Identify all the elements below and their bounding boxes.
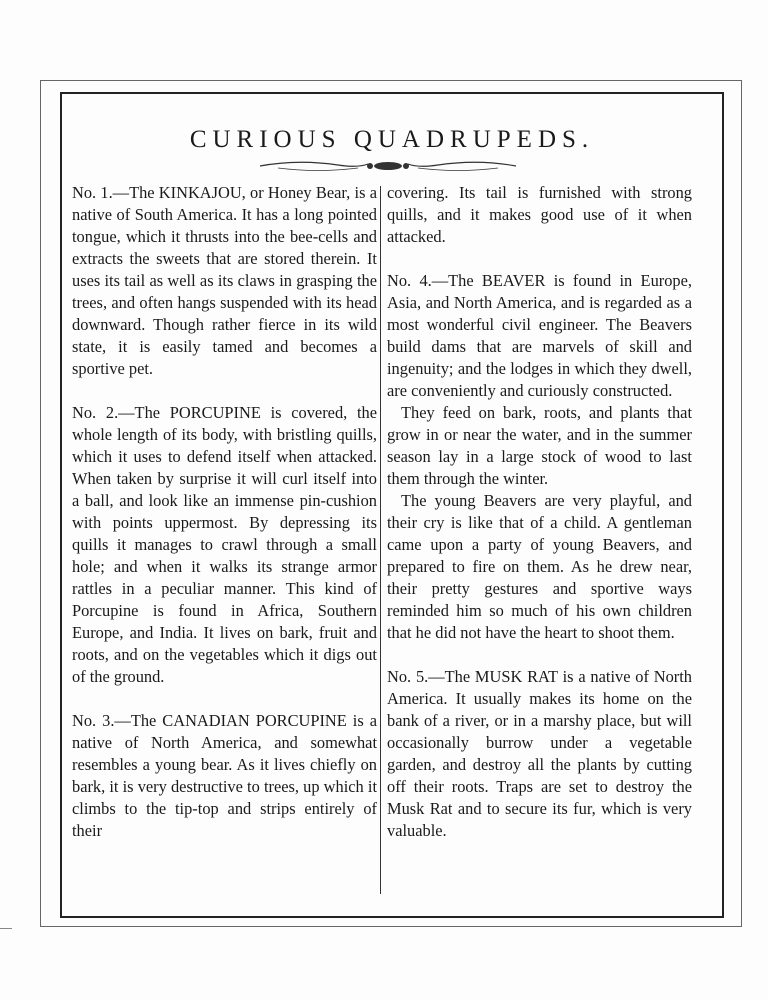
entry-text: is found in Europe, Asia, and North America, and is regarded as a most wonderful civil engineer. The Beavers build dams that are marvels of skill and ingenuity; and the lodges in which they dwell, are conveniently and curiously constructed. bbox=[387, 271, 692, 400]
right-column bbox=[387, 182, 692, 842]
entry-beaver bbox=[387, 270, 692, 402]
entry-text: is a native of North America. It usually makes its home on the bank of a river, or in a marshy place, but will occasionally burrow under a vegetable garden, and destroy all the plants by cutting off their roots. Traps are set to destroy the Musk Rat and to secure its fur, which is very valuable. bbox=[387, 667, 693, 840]
beaver-paragraph-3: The young Beavers are very playful, and their cry is like that of a child. A gentleman came upon a party of young Beavers, and prepared to fire on them. As he drew near, their pretty gestures and sportive ways reminded him so much of his own children that he did not have the heart to shoot them. bbox=[387, 491, 692, 642]
entry-heading: No. 4.—The BEAVER bbox=[387, 271, 546, 290]
entry-heading: No. 2.—The PORCUPINE bbox=[72, 403, 261, 422]
entry-text: is covered, the whole length of its body, with bristling quills, which it uses to defend itself when attacked. When taken by surprise it will curl itself into a ball, and look like an immense pin-cushion with points uppermost. By depressing its quills it manages to crawl through a small hole; and when it walks its strange armor rattles in a peculiar manner. This kind of Porcupine is found in Africa, Southern Europe, and India. It lives on bark, fruit and roots, and on the vegetables which it digs out of the ground. bbox=[72, 403, 377, 686]
left-column bbox=[72, 182, 377, 842]
beaver-paragraph-2: They feed on bark, roots, and plants that grow in or near the water, and in the summer season lay in a large stock of wood to last them through the winter. bbox=[387, 403, 692, 488]
continuation-text: covering. Its tail is furnished with strong quills, and it makes good use of it when attacked. bbox=[387, 183, 692, 246]
entry-kinkajou bbox=[72, 182, 377, 380]
entry-heading: No. 5.—The MUSK RAT bbox=[387, 667, 558, 686]
page-title: CURIOUS QUADRUPEDS. bbox=[189, 126, 595, 153]
entry-heading: No. 3.—The CANADIAN PORCUPINE bbox=[72, 711, 347, 730]
entry-musk-rat bbox=[387, 666, 692, 842]
entry-porcupine bbox=[72, 402, 377, 688]
entry-text: is a native of North America, and somewhat resembles a young bear. As it lives chiefly on bark, it is very destructive to trees, up which it climbs to the tip-top and strips entirely of their bbox=[72, 711, 378, 840]
entry-text: is a native of South America. It has a long pointed tongue, which it thrusts into the bee-cells and extracts the sweets that are stored therein. It uses its tail as well as its claws in grasping the trees, and often hangs suspended with its head downward. Though rather fierce in its wild state, it is easily tamed and becomes a sportive pet. bbox=[72, 183, 377, 378]
entry-heading: No. 1.—The KINKAJOU, or Honey Bear, bbox=[72, 183, 351, 202]
title-ornament-icon bbox=[258, 155, 518, 177]
column-divider bbox=[380, 186, 381, 894]
page-edge-mark bbox=[0, 928, 12, 929]
entry-canadian-porcupine bbox=[72, 710, 377, 842]
